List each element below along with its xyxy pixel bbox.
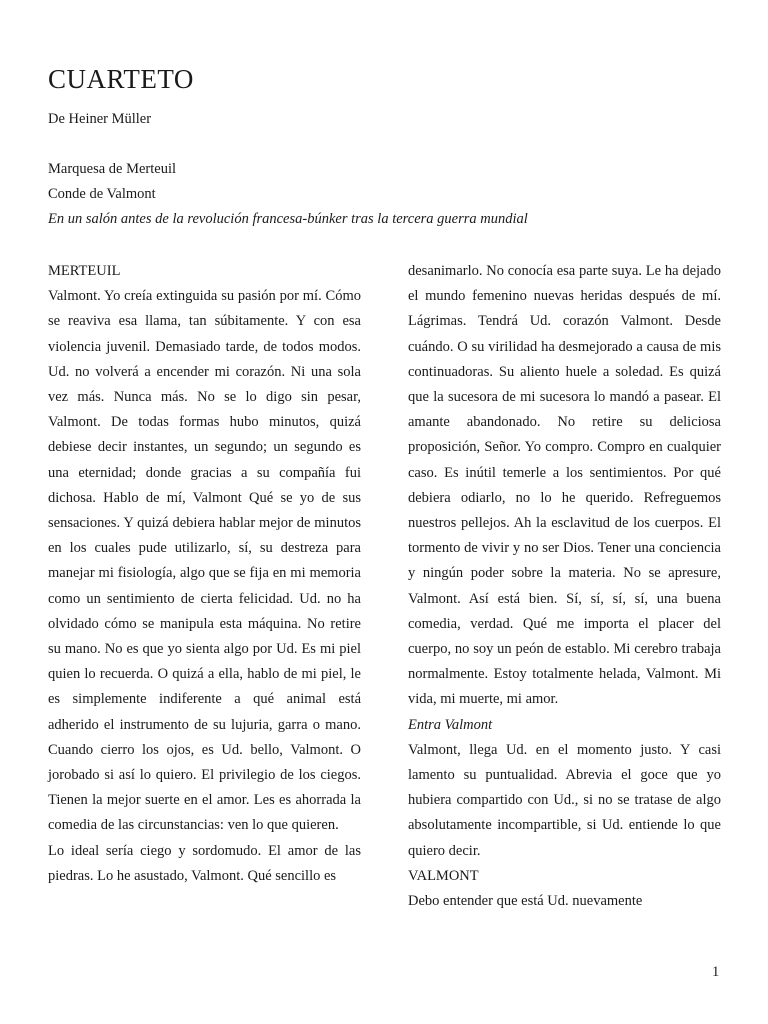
paragraph: desanimarlo. No conocía esa parte suya. Le ha dejado el mundo femenino nuevas heridas después de mí. Lágrimas. Tendrá Ud. corazón Valmont. Desde cuándo. O su virilidad ha desmejorado a causa de mis continuadoras. Su aliento huele a soledad. Es quizá que la sucesora de mi sucesora lo mandó a pasear. El amante abandonado. No retire su deliciosa proposición, Señor. Yo compro. Compro en cualquier caso. Es inútil temerle a los sentimientos. Por qué debiera odiarlo, no lo he querido. Refreguemos nuestros pellejos. Ah la esclavitud de los cuerpos. El tormento de vivir y no ser Dios. Tener una conciencia y ningún poder sobre la materia. No se apresure, Valmont. Así está bien. Sí, sí, sí, sí, una buena comedia, verdad. Qué me importa el placer del cuerpo, no soy un peón de establo. Mi cerebro trabaja normalmente. Estoy totalmente helada, Valmont. Mi vida, mi muerte, mi amor.: [408, 263, 721, 708]
author-line: De Heiner Müller: [48, 111, 152, 127]
paragraph: Lo ideal sería ciego y sordomudo. El amor de las piedras. Lo he asustado, Valmont. Qué sencillo es: [48, 842, 361, 884]
text-column-left: [48, 259, 361, 889]
document-title: CUARTETO: [48, 64, 194, 94]
paragraph: Valmont, llega Ud. en el momento justo. Y casi lamento su puntualidad. Abrevia el goce que yo hubiera compartido con Ud., si no se tratase de algo absolutamente incompartible, si Ud. entiende lo que quiero decir.: [408, 741, 721, 859]
paragraph: Valmont. Yo creía extinguida su pasión por mí. Cómo se reaviva esa llama, tan súbitamente. Y con esa violencia juvenil. Demasiado tarde, de todos modos. Ud. no volverá a encender mi corazón. Ni una sola vez más. Nunca más. No se lo digo sin pesar, Valmont. De todas formas hubo minutos, quizá debiese decir instantes, un segundo; un segundo es una eternidad; donde gracias a su compañía fui dichosa. Hablo de mí, Valmont Qué se yo de sus sensaciones. Y quizá debiera hablar mejor de minutos en los cuales pude utilizarlo, sí, su destreza para manejar mi fisiología, algo que se fija en mi memoria como un sentimiento de cierta felicidad. Ud. no ha olvidado cómo se manipula esta máquina. No retire su mano. No es que yo sienta algo por Ud. Es mi piel quien lo recuerda. O quizá a ella, hablo de mi piel, le es simplemente indiferente a qué animal está adherido el instrumento de su lujuria, garra o mano. Cuando cierro los ojos, es Ud. bello, Valmont. O jorobado si así lo quiero. El privilegio de los ciegos. Tienen la mejor suerte en el amor. Les es ahorrada la comedia de las circunstancias: ven lo que quieren.: [48, 288, 361, 834]
character-valmont: Conde de Valmont: [48, 186, 156, 202]
paragraph: Debo entender que está Ud. nuevamente: [408, 893, 643, 910]
stage-direction: Entra Valmont: [408, 716, 493, 733]
speaker-valmont: VALMONT: [408, 867, 479, 884]
page-number: 1: [712, 964, 720, 980]
character-merteuil: Marquesa de Merteuil: [48, 161, 177, 177]
speaker-merteuil: MERTEUIL: [48, 263, 121, 279]
setting-line: En un salón antes de la revolución francesa-búnker tras la tercera guerra mundial: [48, 211, 528, 227]
text-column-right: [408, 259, 721, 914]
